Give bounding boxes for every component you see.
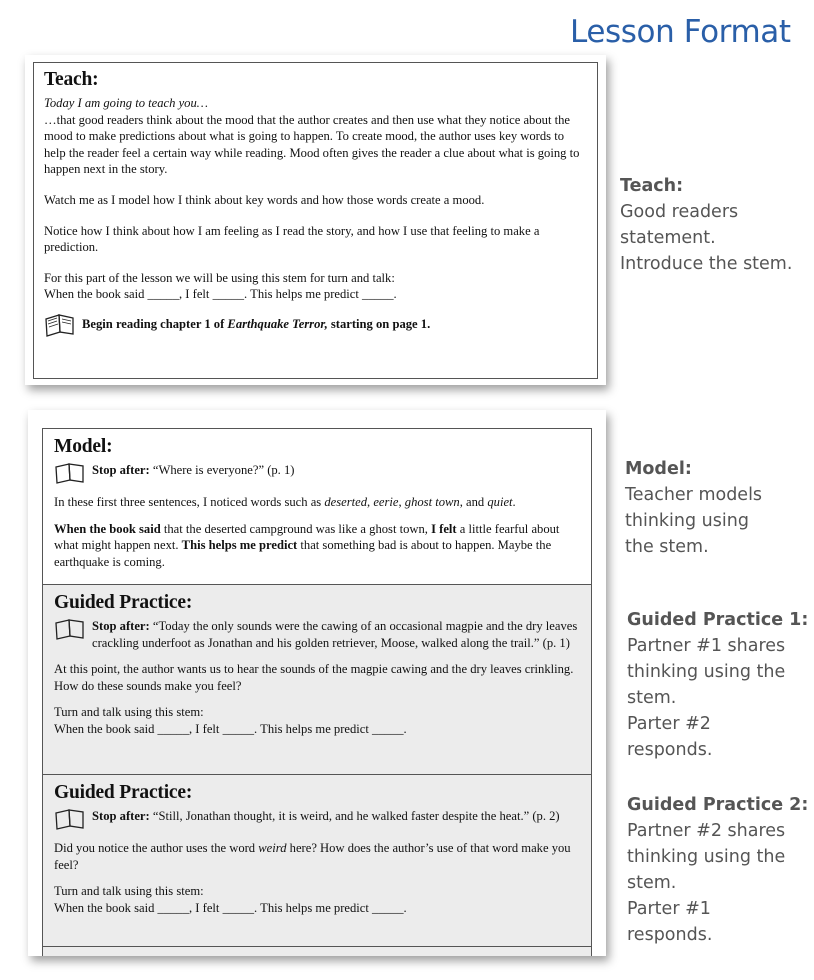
open-book-icon (54, 462, 88, 484)
open-book-icon (54, 618, 88, 640)
annotation-line: responds. (627, 925, 713, 945)
model-stop-row (54, 462, 579, 484)
gp1-stop-row (54, 618, 579, 651)
begin-reading-row (44, 313, 588, 337)
gp1-stem: When the book said _____, I felt _____. This helps me predict _____. (54, 721, 407, 736)
annotation-line: thinking using the (627, 662, 786, 682)
annotation-line: the stem. (625, 537, 709, 557)
model-section (43, 429, 591, 585)
model-example: When the book said that the deserted campground was like a ghost town, I felt a little fearful about what might happen next. This helps me predict that something bad is about to happen. Maybe the earthquake is coming. (54, 521, 560, 569)
teach-box (33, 62, 598, 379)
begin-reading-text: Begin reading chapter 1 of Earthquake Terror, starting on page 1. (82, 316, 431, 331)
model-notice: In these first three sentences, I noticed words such as deserted, eerie, ghost town, and quiet. (54, 495, 516, 509)
annotation-gp1 (627, 607, 808, 763)
annotation-line: stem. (627, 688, 677, 708)
annotation-line: Partner #2 shares (627, 821, 786, 841)
annotation-gp2 (627, 792, 808, 948)
teach-intro: Today I am going to teach you… (44, 96, 208, 110)
gp2-stop-text: Stop after: “Still, Jonathan thought, it is weird, and he walked faster despite the heat.” (p. 2) (92, 809, 560, 823)
gp1-stop-text: Stop after: “Today the only sounds were the cawing of an occasional magpie and the dry leaves crackling underfoot as Jonathan and his golden retriever, Moose, walked along the trail.” (p. 1) (92, 619, 578, 650)
model-card (28, 410, 606, 956)
annotation-model (625, 456, 762, 560)
annotation-line: stem. (627, 873, 677, 893)
annotation-line: Good readers (620, 202, 739, 222)
gp2-turn: Turn and talk using this stem: (54, 884, 204, 899)
teach-para-2: Watch me as I model how I think about key words and how those words create a mood. (44, 192, 485, 207)
gp1-para: At this point, the author wants us to hear the sounds of the magpie cawing and the dry leaves crinkling. How do these sounds make you feel? (54, 662, 574, 693)
model-heading: Model: (54, 436, 113, 457)
model-stop-text: Stop after: “Where is everyone?” (p. 1) (92, 463, 295, 477)
gp1-turn: Turn and talk using this stem: (54, 705, 204, 720)
annotation-gp2-label: Guided Practice 2: (627, 795, 809, 815)
annotation-line: statement. (620, 228, 716, 248)
annotation-line: Parter #2 (627, 714, 711, 734)
annotation-line: Parter #1 (627, 899, 711, 919)
gp2-stop-row (54, 808, 579, 830)
teach-para-4: For this part of the lesson we will be using this stem for turn and talk: (44, 270, 395, 285)
annotation-teach (620, 173, 792, 277)
open-book-icon (44, 313, 78, 337)
annotation-line: thinking using (625, 511, 749, 531)
annotation-line: Partner #1 shares (627, 636, 786, 656)
teach-stem: When the book said _____, I felt _____. This helps me predict _____. (44, 287, 397, 302)
annotation-gp1-label: Guided Practice 1: (627, 610, 809, 630)
gp1-heading: Guided Practice: (54, 592, 193, 613)
teach-heading: Teach: (44, 69, 99, 90)
teach-card (25, 55, 606, 385)
annotation-line: Introduce the stem. (620, 254, 793, 274)
annotation-model-label: Model: (625, 459, 692, 479)
annotation-line: responds. (627, 740, 713, 760)
teach-para-3: Notice how I think about how I am feeling as I read the story, and how I use that feeling to make a prediction. (44, 223, 540, 255)
page-title: Lesson Format (570, 14, 791, 50)
model-box (42, 428, 592, 956)
gp2-stem: When the book said _____, I felt _____. This helps me predict _____. (54, 900, 407, 915)
gp2-para: Did you notice the author uses the word weird here? How does the author’s use of that word make you feel? (54, 841, 571, 872)
annotation-teach-label: Teach: (620, 176, 684, 196)
next-section-edge (43, 947, 591, 956)
guided-practice-2-section (43, 775, 591, 947)
gp2-heading: Guided Practice: (54, 782, 193, 803)
teach-para-1: …that good readers think about the mood that the author creates and then use what they notice about the mood to make predictions about what is going to happen. To create mood, the author uses key words to help the reader feel a certain way while reading. Mood often gives the reader a clue about what is going to happen next in the story. (44, 112, 580, 177)
open-book-icon (54, 808, 88, 830)
annotation-line: Teacher models (625, 485, 763, 505)
annotation-line: thinking using the (627, 847, 786, 867)
guided-practice-1-section (43, 585, 591, 775)
